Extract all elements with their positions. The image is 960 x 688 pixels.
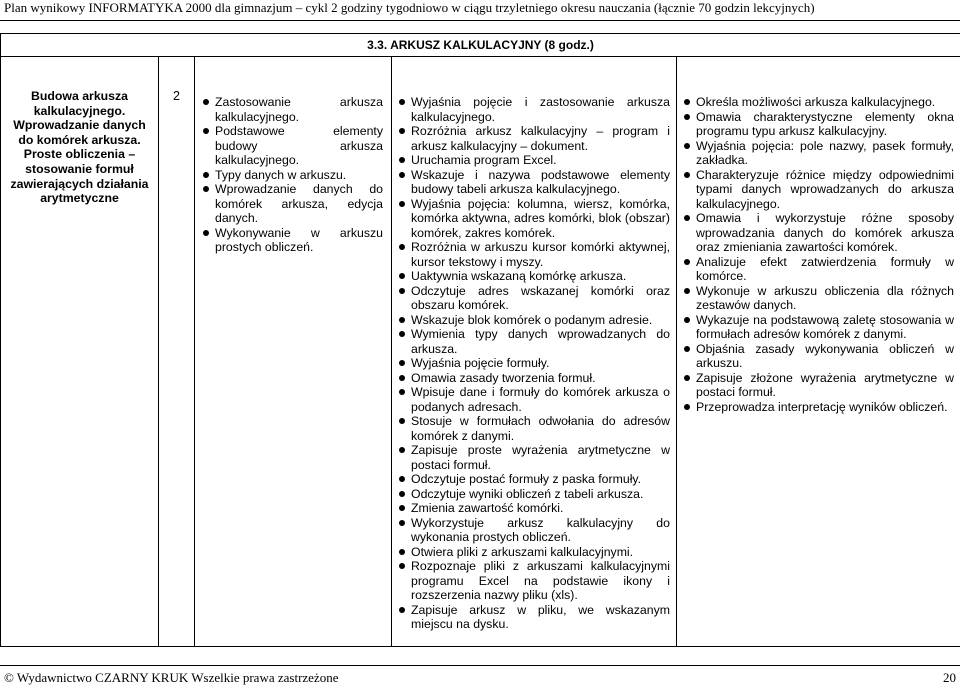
list-item: Wyjaśnia pojęcia: kolumna, wiersz, komórka, komórka aktywna, adres komórki, blok (obszar) komórek, zakres komórek. [395,197,670,241]
list-item: Odczytuje adres wskazanej komórki oraz obszaru komórek. [395,284,670,313]
list-item: Wskazuje blok komórek o podanym adresie. [395,313,670,328]
list-item: Analizuje efekt zatwierdzenia formuły w komórce. [680,255,954,284]
running-header [0,0,960,22]
list-item: Stosuje w formułach odwołania do adresów komórek z danymi. [395,414,670,443]
list-item: Rozpoznaje pliki z arkuszami kalkulacyjnymi programu Excel na podstawie ikony i rozszerzenia nazwy pliku (xls). [395,559,670,603]
header-rule [0,20,960,21]
list-item: Otwiera pliki z arkuszami kalkulacyjnymi. [395,545,670,560]
list-item: Zapisuje proste wyrażenia arytmetyczne w postaci formuł. [395,443,670,472]
list-item: Odczytuje wyniki obliczeń z tabeli arkusza. [395,487,670,502]
contents-list [199,95,383,255]
section-row [1,34,960,57]
list-item: Omawia i wykorzystuje różne sposoby wprowadzania danych do komórek arkusza oraz zmieniania zawartości komórek. [680,211,954,255]
copyright-text: © Wydawnictwo CZARNY KRUK Wszelkie prawa zastrzeżone [4,670,339,685]
list-item: Omawia zasady tworzenia formuł. [395,371,670,386]
list-item: Objaśnia zasady wykonywania obliczeń w arkuszu. [680,342,954,371]
list-item: Wskazuje i nazywa podstawowe elementy budowy tabeli arkusza kalkulacyjnego. [395,168,670,197]
list-item: Zapisuje złożone wyrażenia arytmetyczne w postaci formuł. [680,371,954,400]
list-item: Określa możliwości arkusza kalkulacyjnego. [680,95,954,110]
page-footer [0,665,960,688]
contents-cell [195,57,392,647]
content-row [1,57,960,647]
outcomes-cell [677,57,960,647]
list-item: Wprowadzanie danych do komórek arkusza, edycja danych. [199,182,383,226]
running-title: Plan wynikowy INFORMATYKA 2000 dla gimnazjum – cykl 2 godziny tygodniowo w ciągu trzyletniego okresu nauczania (łącznie 70 godzin lekcyjnych) [4,0,815,15]
list-item: Rozróżnia w arkuszu kursor komórki aktywnej, kursor tekstowy i myszy. [395,240,670,269]
list-item: Wymienia typy danych wprowadzanych do arkusza. [395,327,670,356]
list-item: Charakteryzuje różnice między odpowiednimi typami danych wprowadzanych do arkusza kalkulacyjnego. [680,168,954,212]
list-item: Wyjaśnia pojęcia: pole nazwy, pasek formuły, zakładka. [680,139,954,168]
outcomes-list [680,95,954,414]
list-item: Typy danych w arkuszu. [199,168,383,183]
list-item: Wyjaśnia pojęcie formuły. [395,356,670,371]
list-item: Wykonuje w arkuszu obliczenia dla różnych zestawów danych. [680,284,954,313]
list-item: Wykorzystuje arkusz kalkulacyjny do wykonania prostych obliczeń. [395,516,670,545]
list-item: Odczytuje postać formuły z paska formuły. [395,472,670,487]
list-item: Wpisuje dane i formuły do komórek arkusza o podanych adresach. [395,385,670,414]
list-item: Uaktywnia wskazaną komórkę arkusza. [395,269,670,284]
list-item: Zastosowanie arkusza kalkulacyjnego. [199,95,383,124]
list-item: Wykazuje na podstawową zaletę stosowania w formułach adresów komórek z danymi. [680,313,954,342]
hours-cell: 2 [159,57,195,647]
procedures-cell [392,57,677,647]
topic-cell: Budowa arkusza kalkulacyjnego. Wprowadzanie danych do komórek arkusza. Proste obliczenia – stosowanie formuł zawierających działania arytmetyczne [1,57,159,647]
page-number: 20 [943,670,956,685]
list-item: Wyjaśnia pojęcie i zastosowanie arkusza kalkulacyjnego. [395,95,670,124]
section-title: 3.3. ARKUSZ KALKULACYJNY (8 godz.) [1,34,960,57]
plan-table [0,33,960,647]
list-item: Wykonywanie w arkuszu prostych obliczeń. [199,226,383,255]
list-item: Rozróżnia arkusz kalkulacyjny – program i arkusz kalkulacyjny – dokument. [395,124,670,153]
list-item: Zapisuje arkusz w pliku, we wskazanym miejscu na dysku. [395,603,670,632]
list-item: Podstawowe elementy budowy arkusza kalkulacyjnego. [199,124,383,168]
list-item: Zmienia zawartość komórki. [395,501,670,516]
list-item: Omawia charakterystyczne elementy okna programu typu arkusz kalkulacyjny. [680,110,954,139]
list-item: Przeprowadza interpretację wyników obliczeń. [680,400,954,415]
procedures-list [395,95,670,632]
list-item: Uruchamia program Excel. [395,153,670,168]
